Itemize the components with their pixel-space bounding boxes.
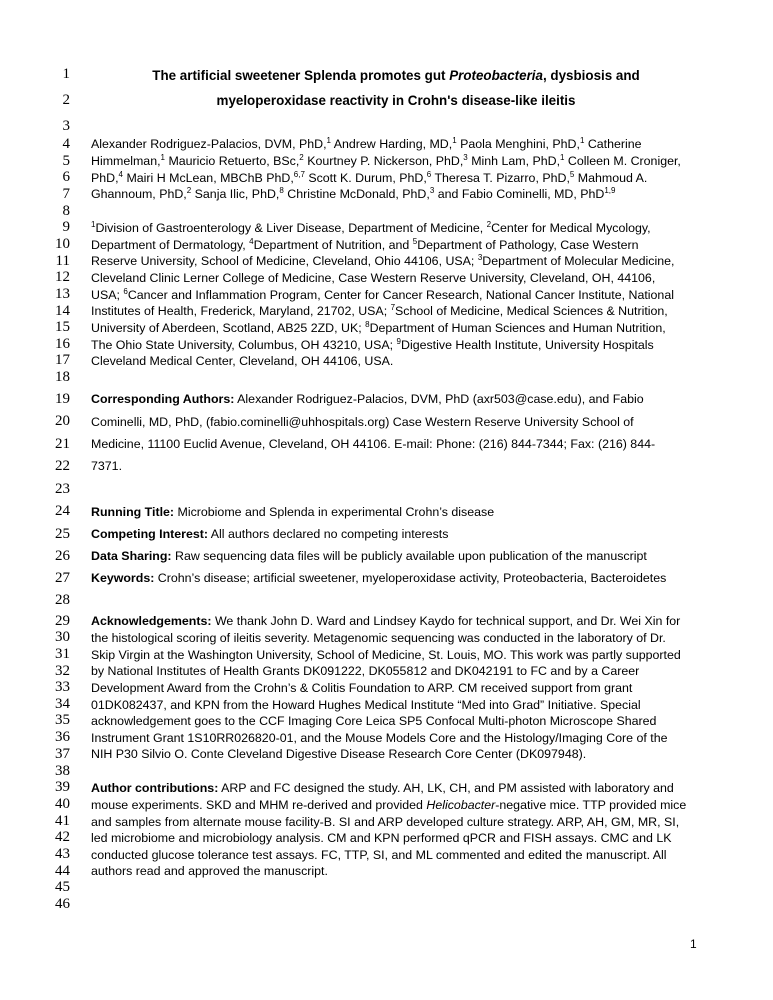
page-number: 1	[690, 937, 697, 951]
line-number: 44	[55, 863, 70, 879]
title-italic-term: Proteobacteria	[449, 68, 543, 83]
affiliation-line-12: Cleveland Clinic Lerner College of Medicine, Case Western Reserve University, Cleveland, OH, 44106,	[91, 271, 656, 285]
line-number: 7	[62, 186, 70, 202]
contributions-line-41: and samples from alternate mouse facility-B. SI and ARP developed culture strategy. ARP, AH, GM, MR, SI,	[91, 815, 680, 829]
authors-line-5: Himmelman,$^1$ Mauricio Retuerto, BSc,$^2$ Kourtney P. Nickerson, PhD,$^3$ Minh Lam, PhD,$^1$ Colleen M. Croniger,	[91, 153, 681, 168]
line-number: 10	[55, 236, 70, 252]
line-number: 39	[55, 779, 70, 795]
line-number: 9	[62, 219, 70, 235]
affiliation-line-17: Cleveland Medical Center, Cleveland, OH 44106, USA.	[91, 354, 394, 368]
line-number: 25	[55, 526, 70, 542]
line-number: 45	[55, 879, 70, 895]
title-line-2: myeloperoxidase reactivity in Crohn's disease-like ileitis	[216, 93, 576, 108]
line-number: 33	[55, 679, 70, 695]
acknowledgements-line-36: Instrument Grant 1S10RR026820-01, and the Mouse Models Core and the Histology/Imaging Core of the	[91, 731, 668, 745]
contributions-line-42: led microbiome and microbiology analysis. CM and KPN performed qPCR and FISH assays. CMC and LK	[91, 831, 672, 845]
line-number: 18	[55, 369, 70, 385]
line-number: 32	[55, 663, 70, 679]
line-number: 29	[55, 613, 70, 629]
line-number: 2	[62, 92, 70, 108]
corresponding-line-22: 7371.	[91, 459, 123, 473]
line-number: 31	[55, 646, 70, 662]
line-number: 6	[62, 169, 70, 185]
affiliation-line-15: University of Aberdeen, Scotland, AB25 2ZD, UK; $^8$Department of Human Sciences and Human Nutrition,	[91, 320, 666, 335]
affiliation-line-10: Department of Dermatology, $^4$Department of Nutrition, and $^5$Department of Pathology, Case Western	[91, 237, 639, 252]
line-number: 30	[55, 629, 70, 645]
line-number: 22	[55, 458, 70, 474]
acknowledgements-line-31: Skip Virgin at the Washington University, School of Medicine, St. Louis, MO. This work was partly supported	[91, 648, 681, 662]
line-number: 3	[62, 118, 70, 134]
acknowledgements-line-35: acknowledgement goes to the CCF Imaging Core Leica SP5 Confocal Multi-photon Microscope Shared	[91, 714, 657, 728]
corresponding-label: Corresponding Authors:	[91, 392, 235, 406]
affiliation-line-11: Reserve University, School of Medicine, Cleveland, Ohio 44106, USA; $^3$Department of Molecular Medicine,	[91, 253, 675, 268]
line-number: 40	[55, 796, 70, 812]
acknowledgements-line-37: NIH P30 Silvio O. Conte Cleveland Digestive Disease Research Core Center (DK097948).	[91, 747, 587, 761]
line-number: 26	[55, 548, 70, 564]
affiliation-line-14: Institutes of Health, Frederick, Maryland, 21702, USA; $^7$School of Medicine, Medical Sciences & Nutrition,	[91, 303, 668, 318]
data-sharing: Data Sharing: Raw sequencing data files will be publicly available upon publication of the manuscript	[91, 549, 647, 563]
corresponding-line-21: Medicine, 11100 Euclid Avenue, Cleveland, OH 44106. E-mail: Phone: (216) 844-7344; Fax: (216) 844-	[91, 437, 656, 451]
line-number: 5	[62, 153, 70, 169]
running-title: Running Title: Microbiome and Splenda in experimental Crohn’s disease	[91, 505, 495, 519]
line-number: 19	[55, 391, 70, 407]
authors-line-6: PhD,$^4$ Mairi H McLean, MBChB PhD,$^{6,7}$ Scott K. Durum, PhD,$^6$ Theresa T. Pizarro, PhD,$^5$ Mahmoud A.	[91, 170, 648, 185]
acknowledgements-line-33: Development Award from the Crohn’s & Colitis Foundation to ARP. CM received support from grant	[91, 681, 633, 695]
line-number: 27	[55, 570, 70, 586]
contributions-line-40: mouse experiments. SKD and MHM re-derived and provided Helicobacter-negative mice. TTP provided mice	[91, 798, 687, 812]
line-number: 35	[55, 712, 70, 728]
line-number: 16	[55, 336, 70, 352]
line-number: 11	[55, 253, 70, 269]
line-number: 12	[55, 269, 70, 285]
line-number: 24	[55, 503, 70, 519]
line-number: 13	[55, 286, 70, 302]
line-number: 43	[55, 846, 70, 862]
authors-line-7: Ghannoum, PhD,$^2$ Sanja Ilic, PhD,$^8$ Christine McDonald, PhD,$^3$ and Fabio Cominelli, MD, PhD$^{1,9}$	[91, 186, 616, 201]
corresponding-line-19: Corresponding Authors: Alexander Rodriguez-Palacios, DVM, PhD (axr503@case.edu), and Fabio	[91, 392, 644, 406]
affiliation-line-16: The Ohio State University, Columbus, OH 43210, USA; $^9$Digestive Health Institute, University Hospitals	[91, 337, 654, 352]
line-number: 42	[55, 829, 70, 845]
line-number: 36	[55, 729, 70, 745]
contributions-line-39: Author contributions: ARP and FC designed the study. AH, LK, CH, and PM assisted with laboratory and	[91, 781, 674, 795]
line-number: 23	[55, 481, 70, 497]
competing-interest: Competing Interest: All authors declared no competing interests	[91, 527, 449, 541]
line-number: 4	[62, 136, 70, 152]
line-number: 14	[55, 303, 70, 319]
line-number: 41	[55, 813, 70, 829]
title-line-1: The artificial sweetener Splenda promotes gut Proteobacteria, dysbiosis and	[152, 68, 640, 83]
acknowledgements-line-32: by National Institutes of Health Grants DK091222, DK055812 and DK042191 to FC and by a Career	[91, 664, 640, 678]
contributions-label: Author contributions:	[91, 781, 219, 795]
line-number: 28	[55, 592, 70, 608]
line-number: 38	[55, 763, 70, 779]
line-number: 20	[55, 413, 70, 429]
acknowledgements-line-34: 01DK082437, and KPN from the Howard Hughes Medical Institute “Med into Grad” Initiative. Special	[91, 698, 641, 712]
keywords: Keywords: Crohn’s disease; artificial sweetener, myeloperoxidase activity, Proteobacteria, Bacteroidetes	[91, 571, 667, 585]
line-number: 17	[55, 352, 70, 368]
line-number: 37	[55, 746, 70, 762]
affiliation-line-13: USA; $^6$Cancer and Inflammation Program, Center for Cancer Research, National Cancer Institute, National	[91, 287, 674, 302]
authors-line-4: Alexander Rodriguez-Palacios, DVM, PhD,$^1$ Andrew Harding, MD,$^1$ Paola Menghini, PhD,$^1$ Catherine	[91, 136, 642, 151]
acknowledgements-label: Acknowledgements:	[91, 614, 212, 628]
corresponding-line-20: Cominelli, MD, PhD, (fabio.cominelli@uhhospitals.org) Case Western Reserve University School of	[91, 415, 634, 429]
line-number: 8	[62, 203, 70, 219]
line-number: 1	[62, 66, 70, 82]
line-number: 34	[55, 696, 70, 712]
affiliation-line-9: $^1$Division of Gastroenterology & Liver Disease, Department of Medicine, $^2$Center for Medical Mycology,	[91, 220, 651, 235]
acknowledgements-line-29: Acknowledgements: We thank John D. Ward and Lindsey Kaydo for technical support, and Dr. Wei Xin for	[91, 614, 681, 628]
line-number: 46	[55, 896, 70, 912]
line-number: 21	[55, 436, 70, 452]
acknowledgements-line-30: the histological scoring of ileitis severity. Metagenomic sequencing was conducted in the laboratory of Dr.	[91, 631, 666, 645]
contributions-line-44: authors read and approved the manuscript.	[91, 864, 328, 878]
line-number: 15	[55, 319, 70, 335]
contributions-line-43: conducted glucose tolerance test assays. FC, TTP, SI, and ML commented and edited the manuscript. All	[91, 848, 667, 862]
